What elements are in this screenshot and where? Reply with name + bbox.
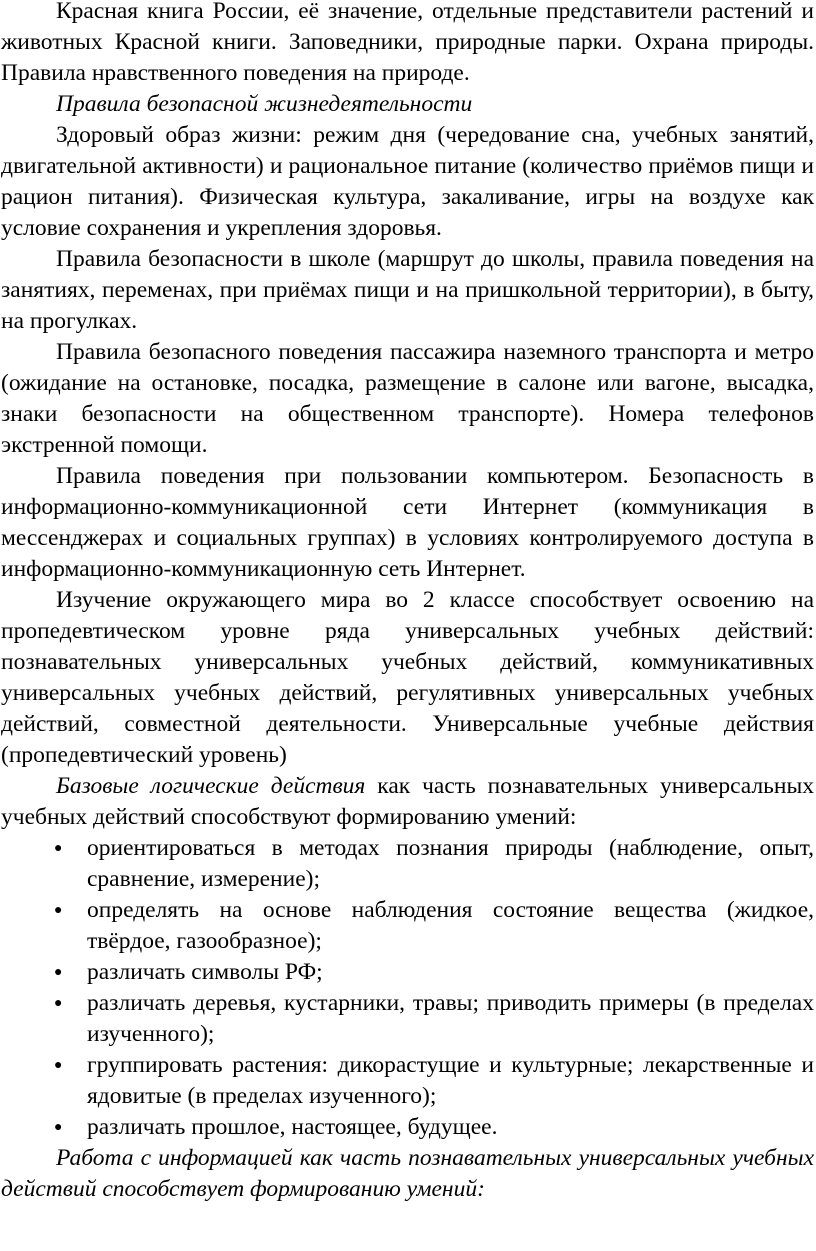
list-item-text: различать деревья, кустарники, травы; приводить примеры (в пределах изученного); [87,990,814,1047]
paragraph-transport-safety: Правила безопасного поведения пассажира наземного транспорта и метро (ожидание на остановке, посадка, размещение в салоне или вагоне, высадка, знаки безопасности на общественном транспорте). Номера телефонов экстренной помощи. [1,339,814,458]
logical-actions-text: как часть познавательных универсальных учебных действий способствуют формированию умений: [1,773,814,830]
section-heading-safety: Правила безопасной жизнедеятельности [56,91,473,117]
bullet-dot-icon: ● [54,841,63,856]
list-item-text: ориентироваться в методах познания природы (наблюдение, опыт, сравнение, измерение); [87,835,814,892]
list-item [1,895,814,957]
bullet-dot-icon: ● [54,1120,63,1135]
paragraph-red-book: Красная книга России, её значение, отдельные представители растений и животных Красной книги. Заповедники, природные парки. Охрана природы. Правила нравственного поведения на природе. [1,0,814,86]
paragraph-healthy-lifestyle: Здоровый образ жизни: режим дня (чередование сна, учебных занятий, двигательной активности) и рациональное питание (количество приёмов пищи и рацион питания). Физическая культура, закаливание, игры на воздухе как условие сохранения и укрепления здоровья. [1,122,814,241]
list-item [1,957,814,988]
list-item-text: определять на основе наблюдения состояние вещества (жидкое, твёрдое, газообразное); [87,897,814,954]
list-item [1,1050,814,1112]
paragraph-computer-safety: Правила поведения при пользовании компьютером. Безопасность в информационно-коммуникационной сети Интернет (коммуникация в мессенджерах и социальных группах) в условиях контролируемого доступа в информационно-коммуникационную сеть Интернет. [1,463,814,582]
list-item-text: различать символы РФ; [87,959,323,985]
list-item-text: группировать растения: дикорастущие и культурные; лекарственные и ядовитые (в пределах изученного); [87,1052,814,1109]
paragraph-information-work: Работа с информацией как часть познавательных универсальных учебных действий способствует формированию умений: [1,1145,814,1202]
list-item [1,833,814,895]
logical-actions-term: Базовые логические действия [56,773,366,799]
list-item [1,988,814,1050]
list-item-text: различать прошлое, настоящее, будущее. [87,1114,498,1140]
list-item [1,1112,814,1143]
bullet-dot-icon: ● [54,996,63,1011]
bullet-dot-icon: ● [54,1058,63,1073]
paragraph-learning-actions: Изучение окружающего мира во 2 классе способствует освоению на пропедевтическом уровне ряда универсальных учебных действий: познавательных универсальных учебных действий, коммуникативных универсальных учебных действий, регулятивных универсальных учебных действий, совместной деятельности. Универсальные учебные действия (пропедевтический уровень) [1,587,814,768]
paragraph-school-safety: Правила безопасности в школе (маршрут до школы, правила поведения на занятиях, переменах, при приёмах пищи и на пришкольной территории), в быту, на прогулках. [1,246,814,334]
skills-list [1,833,814,1143]
bullet-dot-icon: ● [54,965,63,980]
bullet-dot-icon: ● [54,903,63,918]
paragraph-logical-actions [1,771,814,833]
